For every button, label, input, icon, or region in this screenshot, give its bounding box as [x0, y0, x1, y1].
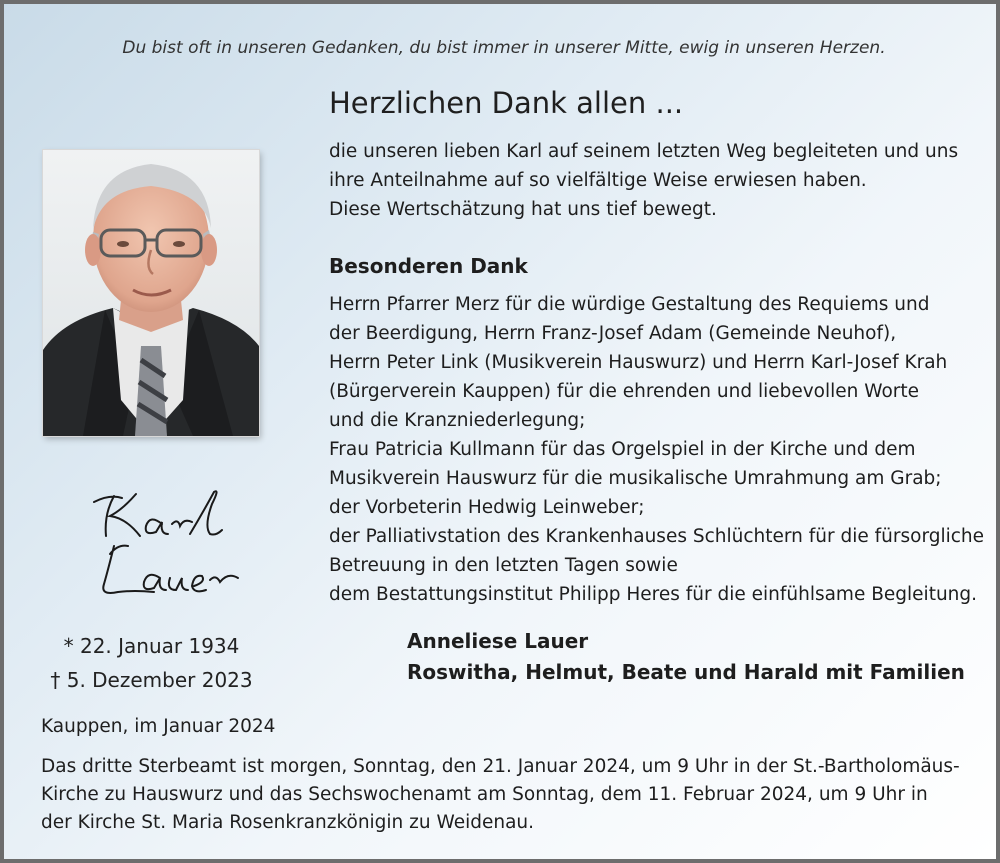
notice-line: Kirche zu Hauswurz und das Sechswochenamt am Sonntag, dem 11. Februar 2024, um 9 Uhr in: [41, 784, 928, 805]
notice-line: der Kirche St. Maria Rosenkranzkönigin zu Weidenau.: [41, 812, 535, 833]
thanks-line: und die Kranzniederlegung;: [329, 410, 586, 431]
intro-line: die unseren lieben Karl auf seinem letzten Weg begleiteten und uns: [329, 141, 959, 162]
portrait-photo: [43, 150, 259, 436]
thanks-line: Herrn Pfarrer Merz für die würdige Gestaltung des Requiems und: [329, 294, 930, 315]
intro-paragraph: [329, 137, 974, 224]
thanks-heading-wrapper: [329, 84, 974, 122]
thanks-line: Musikverein Hauswurz für die musikalische Umrahmung am Grab;: [329, 468, 942, 489]
thanks-line: (Bürgerverein Kauppen) für die ehrenden und liebevollen Worte: [329, 381, 920, 402]
thanks-line: Herrn Peter Link (Musikverein Hauswurz) und Herrn Karl-Josef Krah: [329, 352, 948, 373]
intro-line: ihre Anteilnahme auf so vielfältige Weise erwiesen haben.: [329, 170, 867, 191]
place-date: Kauppen, im Januar 2024: [41, 716, 276, 737]
family-member: Anneliese Lauer: [407, 629, 589, 653]
family-member: Roswitha, Helmut, Beate und Harald mit Familien: [407, 660, 965, 684]
thanks-line: der Vorbeterin Hedwig Leinweber;: [329, 497, 645, 518]
thanks-heading: Herzlichen Dank allen ...: [329, 86, 684, 120]
family-signature: [407, 626, 965, 688]
thanks-line: Frau Patricia Kullmann für das Orgelspiel in der Kirche und dem: [329, 439, 916, 460]
thanks-line: der Palliativstation des Krankenhauses Schlüchtern für die fürsorgliche: [329, 526, 985, 547]
special-thanks-paragraph: [329, 290, 985, 609]
special-thanks-heading: Besonderen Dank: [329, 254, 528, 278]
intro-line: Diese Wertschätzung hat uns tief bewegt.: [329, 199, 717, 220]
service-notice: [41, 753, 971, 837]
notice-line: Das dritte Sterbeamt ist morgen, Sonntag, den 21. Januar 2024, um 9 Uhr in der St.-Bartholomäus-: [41, 756, 960, 777]
signature-name: [44, 474, 284, 624]
thanks-line: Betreuung in den letzten Tagen sowie: [329, 555, 678, 576]
life-dates: [44, 629, 259, 697]
thanks-line: dem Bestattungsinstitut Philipp Heres für die einfühlsame Begleitung.: [329, 584, 978, 605]
thanks-line: der Beerdigung, Herrn Franz-Josef Adam (Gemeinde Neuhof),: [329, 323, 897, 344]
motto-text: Du bist oft in unseren Gedanken, du bist immer in unserer Mitte, ewig in unseren Herzen.: [122, 38, 886, 58]
death-date: † 5. Dezember 2023: [50, 668, 253, 692]
birth-date: * 22. Januar 1934: [63, 634, 240, 658]
